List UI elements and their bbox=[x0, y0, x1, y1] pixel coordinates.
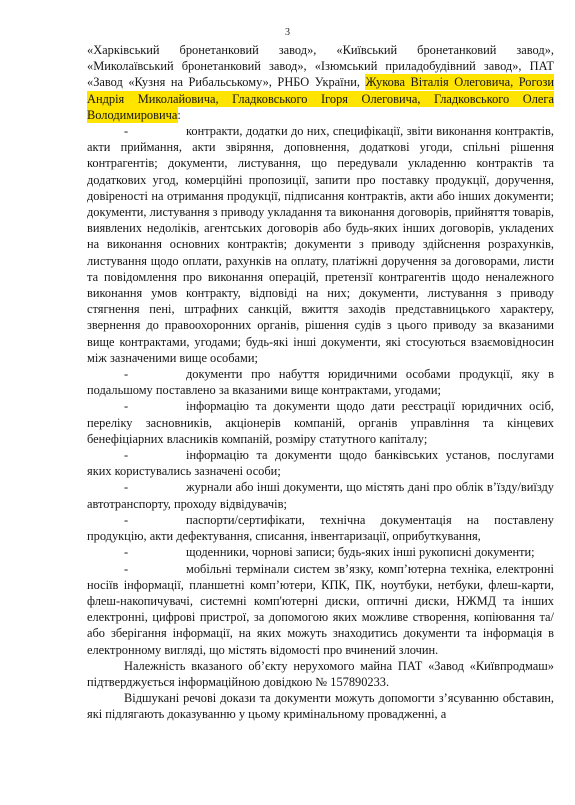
list-item-text: контракти, додатки до них, специфікації, звіти виконання контрактів, акти приймання, акти звіряння, доповнення, додаткові угоди, спільні рішення контрагентів; документи, листування, що передували укладенню контрактів та додаткових угод, комерційні пропозиції, запити про поставку продукції, доручення, довіреності на отримання продукції, підписання контрактів, акти або інших документи; документи, листування з приводу укладання та виконання договорів, прийняття товарів, виявлених недоліків, агентських договорів або будь-яких інших договорів, укладених на виконання основних контрактів; документи з приводу здійснення розрахунків, листування щодо оплати, рахунків на оплату, платіжні доручення за договорами, листи та повідомлення про виконання операцій, претензії контрагентів щодо неналежного виконання умов контракту, відповіді на них; документи, листування з приводу стягнення пені, штрафних санкцій, вжиття заходів представницького характеру, звернення до правоохоронних органів, рішення судів з цього приводу за вказаними вище контрактами, угодами; будь-які інші документи, які стосуються взаємовідносин між зазначеними вище особами; bbox=[87, 124, 554, 365]
list-dash: - bbox=[124, 512, 129, 527]
list-item bbox=[87, 561, 554, 658]
list-dash: - bbox=[124, 399, 129, 414]
list-dash: - bbox=[124, 545, 129, 560]
intro-text: «Харківський бронетанковий завод», «Київський бронетанковий завод», «Миколаївський бронетанковий завод», «Ізюмський приладобудівний завод», ПАТ «Завод «Кузня на Рибальському», РНБО України, bbox=[87, 43, 554, 90]
list-dash: - bbox=[124, 367, 129, 382]
list-item bbox=[87, 447, 554, 479]
list-item-text: паспорти/сертифікати, технічна документація на поставлену продукцію, акти дефектування, списання, інвентаризації, оприбуткування, bbox=[87, 512, 554, 544]
list-item-text: мобільні термінали систем зв’язку, комп’ютерна техніка, електронні носіїв інформації, планшетні комп’ютери, КПК, ПК, ноутбуки, нетбуки, флеш-карти, флеш-накопичувачі, системні комп'ютерні диски, оптичні диски, НЖМД та інших електронні, цифрові пристрої, за допомогою яких можливе створення, копіювання та/або зберігання інформації, на яких можуть знаходитись документи та інформація в електронному вигляді, що містять відомості про вчинений злочин. bbox=[87, 561, 554, 657]
list-item-text: щоденники, чорнові записи; будь-яких інші рукописні документи; bbox=[186, 545, 535, 560]
list-dash: - bbox=[124, 561, 129, 576]
highlighted-names: Жукова Віталія Олеговича, Рогози Андрія Миколайовича, Гладковського Ігоря Олеговича, Гладковського Олега Володимировича bbox=[87, 75, 554, 122]
list-item bbox=[87, 544, 554, 560]
list-item-text: журнали або інші документи, що містять дані про облік в’їзду/виїзду автотранспорту, проходу відвідувачів; bbox=[87, 480, 554, 511]
list-dash: - bbox=[124, 480, 129, 495]
list-item-text: інформацію та документи щодо дати реєстрації юридичних осіб, переліку засновників, акціонерів компаній, органів управління та кінцевих бенефіціарних власників компаній, розміру статутного капіталу; bbox=[87, 399, 554, 446]
list-item bbox=[87, 512, 554, 544]
ownership-paragraph: Належність вказаного об’єкту нерухомого майна ПАТ «Завод «Київпродмаш» підтверджується інформаційною довідкою № 157890233. bbox=[87, 658, 554, 689]
list-dash: - bbox=[124, 124, 129, 139]
list-item bbox=[87, 479, 554, 511]
page-number: 3 bbox=[285, 27, 290, 38]
list-item bbox=[87, 123, 554, 366]
list-item-text: документи про набуття юридичними особами продукції, яку в подальшому поставлено за вказаними вище контрактами, угодами; bbox=[87, 367, 554, 398]
list-item-text: інформацію та документи щодо банківських установ, послугами яких користувались зазначені особи; bbox=[87, 448, 554, 479]
intro-end: : bbox=[177, 107, 181, 122]
list-item bbox=[87, 398, 554, 447]
intro-paragraph bbox=[87, 42, 554, 123]
closing-paragraph: Відшукані речові докази та документи можуть допомогти з’ясуванню обставин, які підлягають доказуванню у цьому кримінальному провадженні, а bbox=[87, 691, 554, 722]
list-dash: - bbox=[124, 448, 129, 463]
list-item bbox=[87, 366, 554, 398]
document-body bbox=[87, 42, 554, 723]
items-list bbox=[87, 123, 554, 658]
